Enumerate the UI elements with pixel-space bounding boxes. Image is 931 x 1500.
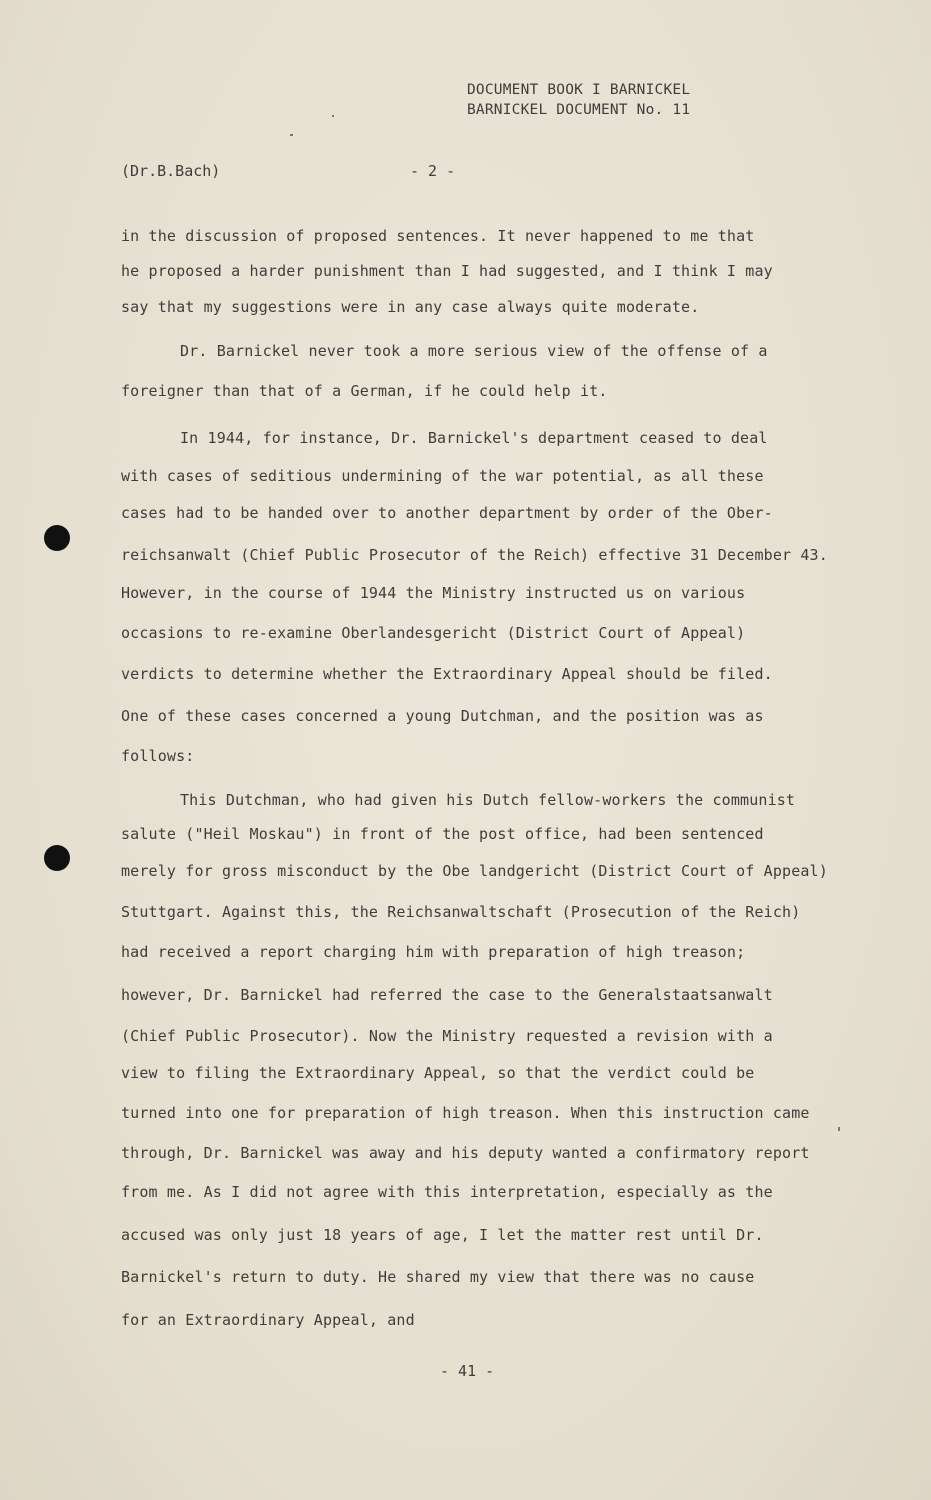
paper-speck xyxy=(332,115,334,117)
body-line: However, in the course of 1944 the Ministry instructed us on various xyxy=(121,584,746,602)
body-line: cases had to be handed over to another department by order of the Ober- xyxy=(121,504,773,522)
body-line: through, Dr. Barnickel was away and his deputy wanted a confirmatory report xyxy=(121,1144,810,1162)
paper-speck xyxy=(838,1127,840,1131)
body-line: Barnickel's return to duty. He shared my view that there was no cause xyxy=(121,1268,755,1286)
punch-hole xyxy=(44,845,70,871)
page-number: - 2 - xyxy=(410,162,456,180)
body-line: One of these cases concerned a young Dutchman, and the position was as xyxy=(121,707,764,725)
body-line: reichsanwalt (Chief Public Prosecutor of the Reich) effective 31 December 43. xyxy=(121,546,828,564)
body-line: turned into one for preparation of high treason. When this instruction came xyxy=(121,1104,810,1122)
body-line: however, Dr. Barnickel had referred the case to the Generalstaatsanwalt xyxy=(121,986,773,1004)
body-line: This Dutchman, who had given his Dutch fellow-workers the communist xyxy=(180,791,796,809)
body-line: view to filing the Extraordinary Appeal, so that the verdict could be xyxy=(121,1064,755,1082)
body-line: accused was only just 18 years of age, I let the matter rest until Dr. xyxy=(121,1226,764,1244)
body-line: follows: xyxy=(121,747,195,765)
document-header xyxy=(467,80,690,120)
body-line: in the discussion of proposed sentences. It never happened to me that xyxy=(121,227,755,245)
body-line: say that my suggestions were in any case always quite moderate. xyxy=(121,298,700,316)
body-line: from me. As I did not agree with this interpretation, especially as the xyxy=(121,1183,773,1201)
body-line: verdicts to determine whether the Extraordinary Appeal should be filed. xyxy=(121,665,773,683)
footer-page-number: - 41 - xyxy=(440,1362,495,1380)
body-line: In 1944, for instance, Dr. Barnickel's department ceased to deal xyxy=(180,429,768,447)
body-line: Stuttgart. Against this, the Reichsanwaltschaft (Prosecution of the Reich) xyxy=(121,903,801,921)
body-line: merely for gross misconduct by the Obe landgericht (District Court of Appeal) xyxy=(121,862,828,880)
body-line: for an Extraordinary Appeal, and xyxy=(121,1311,415,1329)
body-line: (Chief Public Prosecutor). Now the Ministry requested a revision with a xyxy=(121,1027,773,1045)
header-line-2: BARNICKEL DOCUMENT No. 11 xyxy=(467,102,691,118)
body-line: had received a report charging him with preparation of high treason; xyxy=(121,943,746,961)
body-line: Dr. Barnickel never took a more serious view of the offense of a xyxy=(180,342,768,360)
body-line: occasions to re-examine Oberlandesgericht (District Court of Appeal) xyxy=(121,624,746,642)
body-line: with cases of seditious undermining of the war potential, as all these xyxy=(121,467,764,485)
header-line-1: DOCUMENT BOOK I BARNICKEL xyxy=(467,82,691,98)
body-line: foreigner than that of a German, if he could help it. xyxy=(121,382,608,400)
author-name: (Dr.B.Bach) xyxy=(121,162,221,180)
body-line: salute ("Heil Moskau") in front of the post office, had been sentenced xyxy=(121,825,764,843)
punch-hole xyxy=(44,525,70,551)
body-line: he proposed a harder punishment than I had suggested, and I think I may xyxy=(121,262,773,280)
paper-speck xyxy=(290,134,293,136)
